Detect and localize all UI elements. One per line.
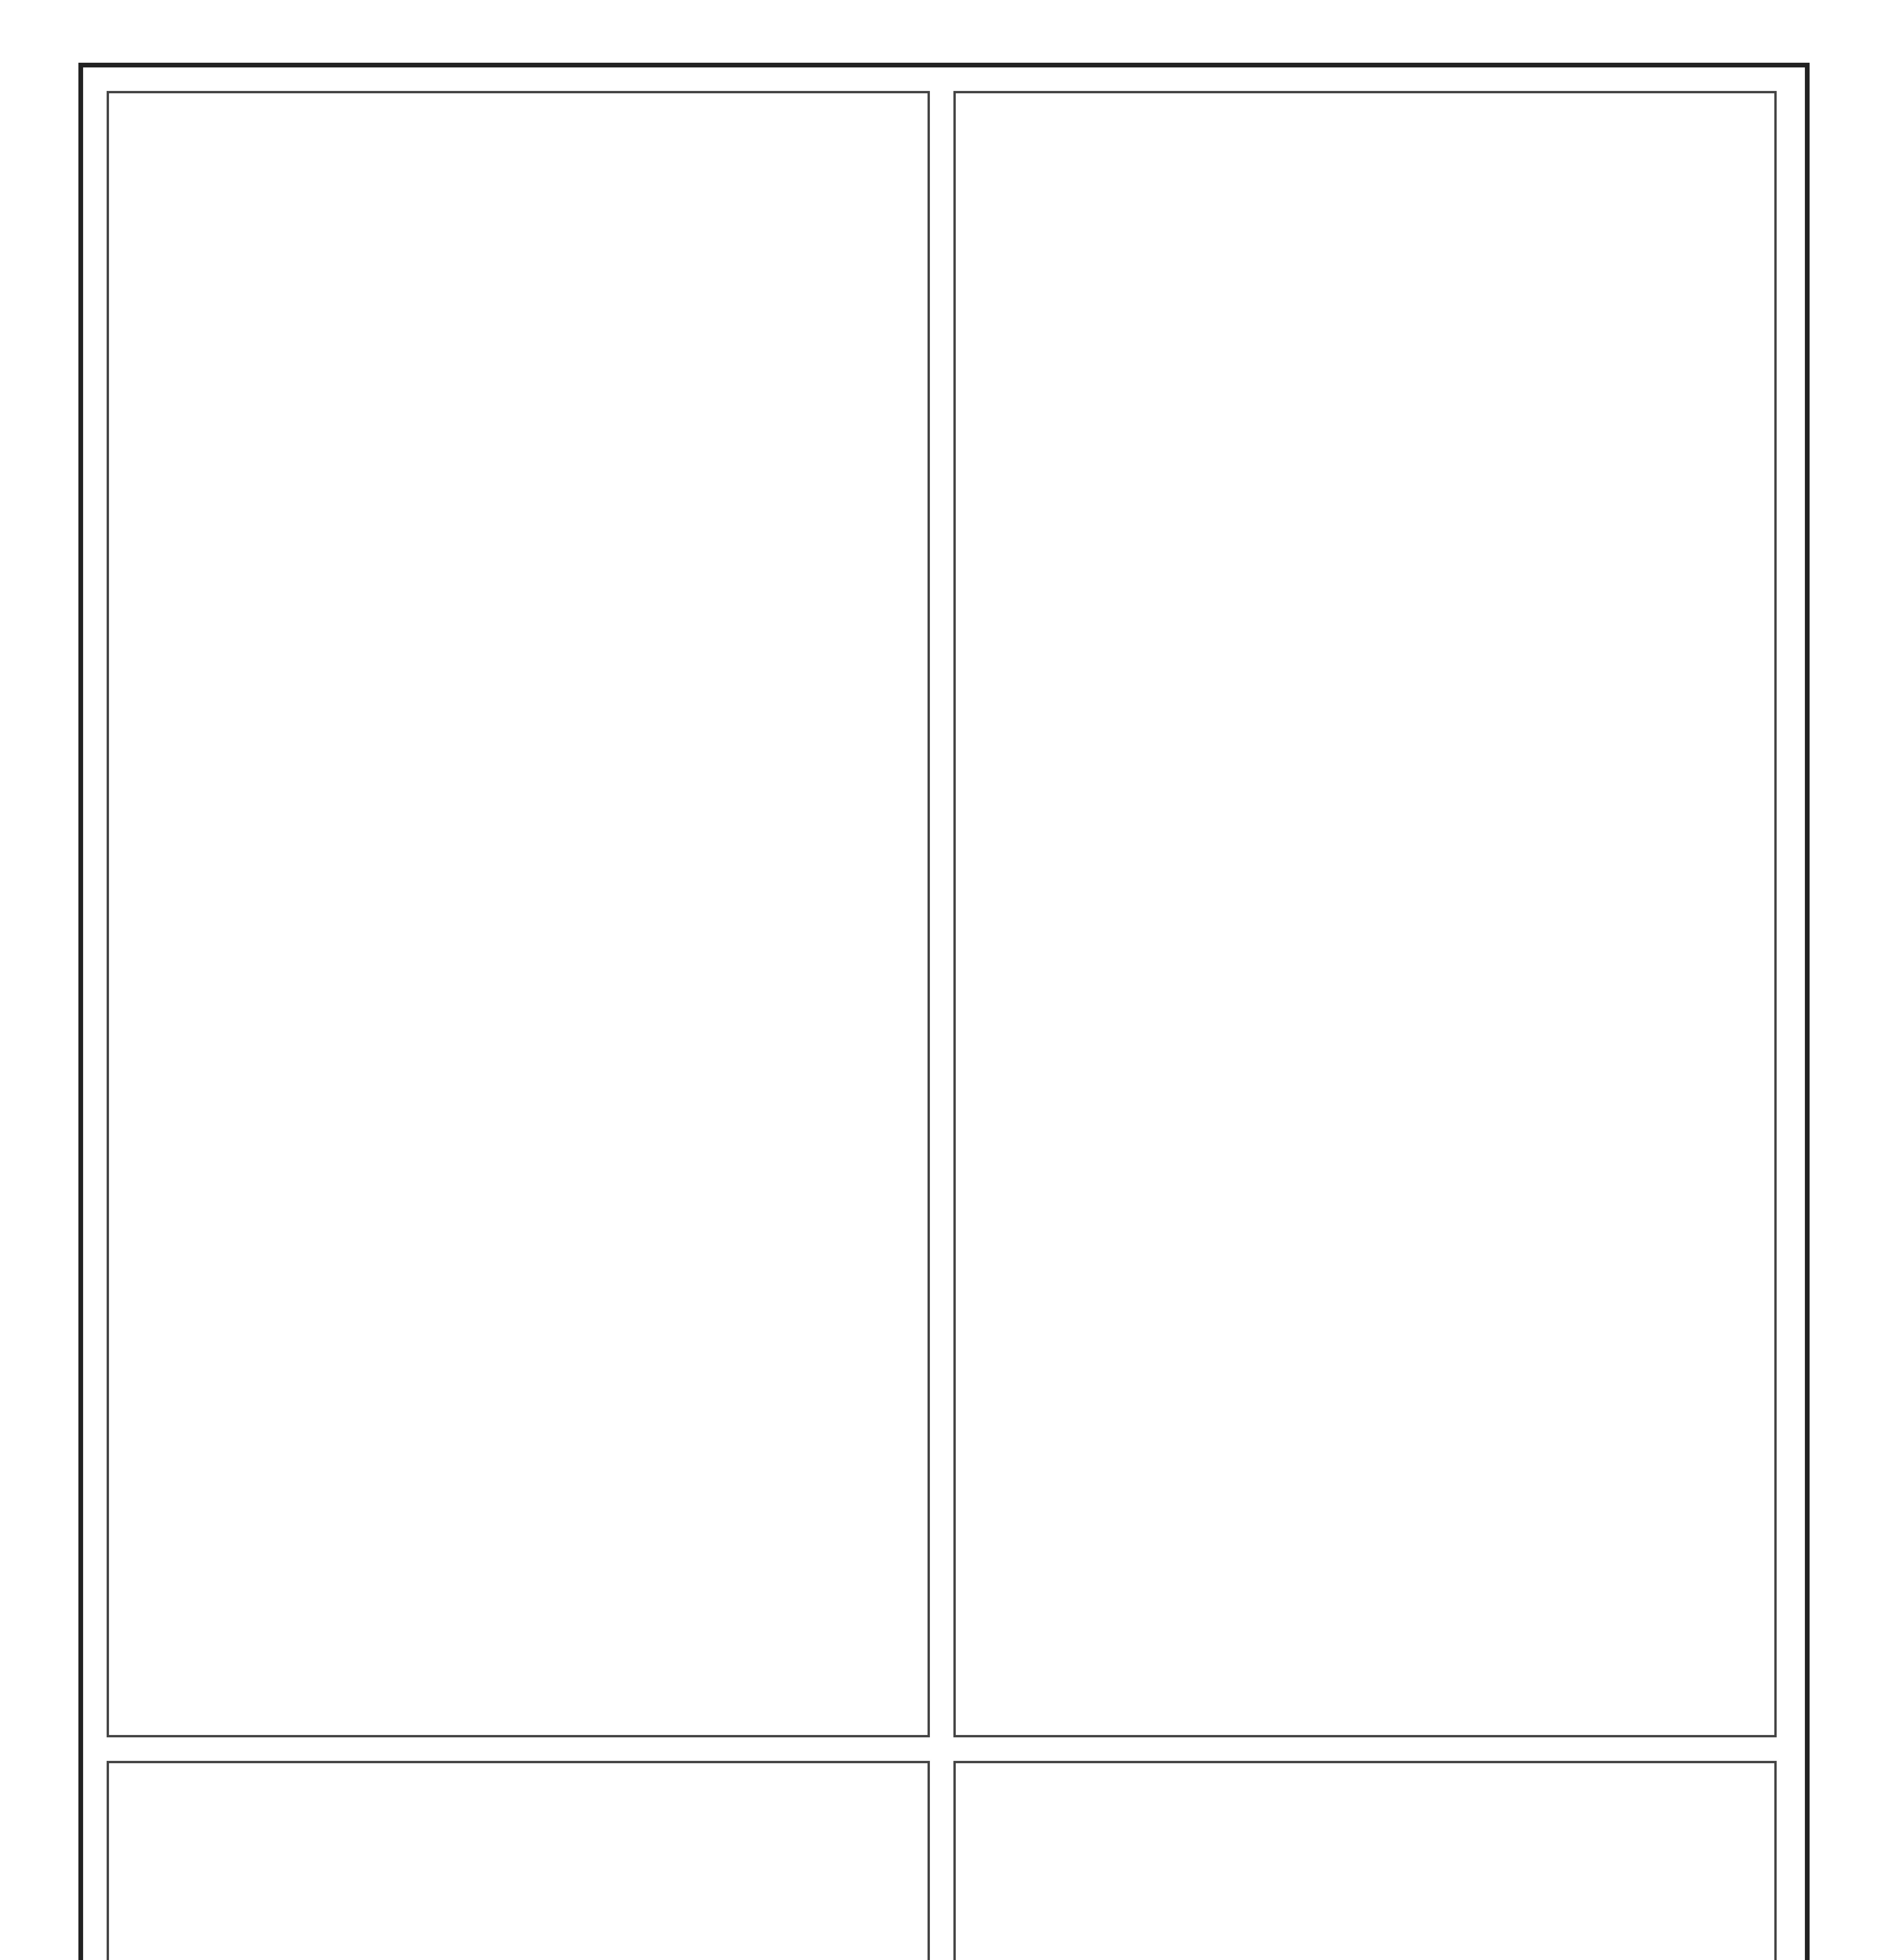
index-map-area <box>107 91 930 1737</box>
notes-area <box>953 91 1777 1737</box>
location-map-area <box>953 1761 1777 1960</box>
plat-sheet <box>78 63 1810 1960</box>
approvals-area <box>107 1761 930 1960</box>
